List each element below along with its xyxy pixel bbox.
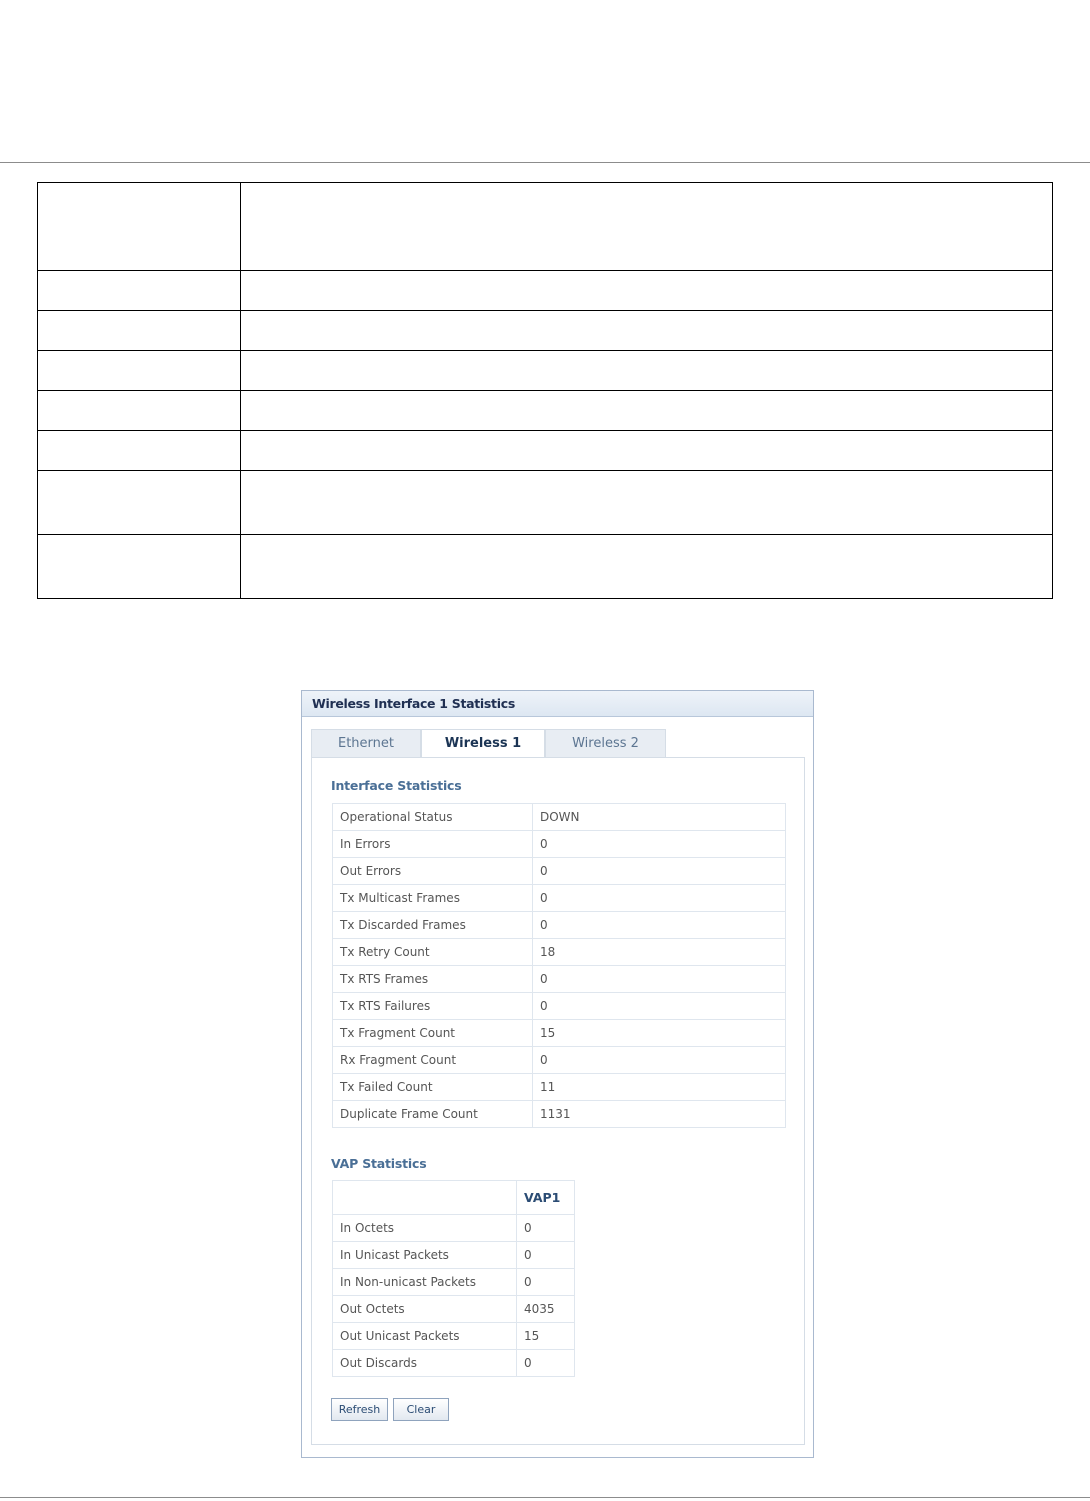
- table-row: [333, 858, 786, 885]
- table-header-row: [333, 1181, 575, 1215]
- stat-value: 0: [517, 1242, 575, 1269]
- stat-label: Tx Failed Count: [333, 1074, 533, 1101]
- stat-value: 0: [533, 993, 786, 1020]
- panel-title: Wireless Interface 1 Statistics: [302, 691, 813, 717]
- stat-value: 0: [517, 1350, 575, 1377]
- stat-label: Rx Fragment Count: [333, 1047, 533, 1074]
- tab-bar: [311, 729, 666, 757]
- stat-value: 0: [533, 885, 786, 912]
- header-divider: [0, 162, 1090, 163]
- stat-value: 18: [533, 939, 786, 966]
- interface-statistics-table: [332, 803, 786, 1128]
- column-header-vap1: VAP1: [517, 1181, 575, 1215]
- stat-value: 0: [517, 1269, 575, 1296]
- stat-value: 0: [533, 966, 786, 993]
- table-row: [333, 831, 786, 858]
- table-row: [333, 885, 786, 912]
- table-row: [333, 966, 786, 993]
- clear-button[interactable]: Clear: [393, 1398, 449, 1421]
- table-row: [333, 1350, 575, 1377]
- stat-value: 4035: [517, 1296, 575, 1323]
- stat-label: Tx RTS Failures: [333, 993, 533, 1020]
- table-row: [333, 1047, 786, 1074]
- table-row: [333, 1323, 575, 1350]
- table-row: [333, 1242, 575, 1269]
- table-row: [333, 1101, 786, 1128]
- table-row: [38, 391, 1053, 431]
- tab-wireless-2[interactable]: Wireless 2: [545, 729, 666, 757]
- document-table: [37, 182, 1053, 599]
- stat-label: In Non-unicast Packets: [333, 1269, 517, 1296]
- stat-label: Tx Retry Count: [333, 939, 533, 966]
- stat-label: Tx Multicast Frames: [333, 885, 533, 912]
- table-row: [333, 993, 786, 1020]
- table-row: [333, 1296, 575, 1323]
- stat-label: Out Unicast Packets: [333, 1323, 517, 1350]
- table-row: [38, 351, 1053, 391]
- stat-value: DOWN: [533, 804, 786, 831]
- tab-content: [311, 757, 805, 1445]
- table-row: [333, 939, 786, 966]
- stat-value: 15: [533, 1020, 786, 1047]
- stat-label: In Unicast Packets: [333, 1242, 517, 1269]
- footer-divider: [0, 1497, 1090, 1498]
- stat-label: Tx Fragment Count: [333, 1020, 533, 1047]
- stat-label: Tx Discarded Frames: [333, 912, 533, 939]
- refresh-button[interactable]: Refresh: [331, 1398, 388, 1421]
- stat-value: 0: [533, 831, 786, 858]
- stat-label: Operational Status: [333, 804, 533, 831]
- stat-value: 11: [533, 1074, 786, 1101]
- stat-label: Duplicate Frame Count: [333, 1101, 533, 1128]
- stat-value: 0: [533, 858, 786, 885]
- table-row: [333, 1215, 575, 1242]
- table-row: [333, 804, 786, 831]
- table-row: [38, 431, 1053, 471]
- stat-value: 15: [517, 1323, 575, 1350]
- stat-label: In Octets: [333, 1215, 517, 1242]
- table-row: [333, 912, 786, 939]
- table-row: [38, 311, 1053, 351]
- stat-label: Out Discards: [333, 1350, 517, 1377]
- statistics-panel: [301, 690, 814, 1458]
- table-row: [38, 183, 1053, 271]
- table-row: [333, 1020, 786, 1047]
- table-row: [38, 535, 1053, 599]
- stat-label: Out Octets: [333, 1296, 517, 1323]
- tab-wireless-1[interactable]: Wireless 1: [421, 729, 545, 757]
- stat-label: In Errors: [333, 831, 533, 858]
- stat-value: 0: [517, 1215, 575, 1242]
- table-row: [38, 471, 1053, 535]
- stat-value: 0: [533, 912, 786, 939]
- header-blank-cell: [333, 1181, 517, 1215]
- table-row: [333, 1269, 575, 1296]
- vap-statistics-heading: VAP Statistics: [331, 1156, 427, 1171]
- stat-label: Out Errors: [333, 858, 533, 885]
- stat-value: 1131: [533, 1101, 786, 1128]
- table-row: [333, 1074, 786, 1101]
- vap-statistics-table: [332, 1180, 575, 1377]
- tab-ethernet[interactable]: Ethernet: [311, 729, 421, 757]
- table-row: [38, 271, 1053, 311]
- stat-value: 0: [533, 1047, 786, 1074]
- stat-label: Tx RTS Frames: [333, 966, 533, 993]
- interface-statistics-heading: Interface Statistics: [331, 778, 462, 793]
